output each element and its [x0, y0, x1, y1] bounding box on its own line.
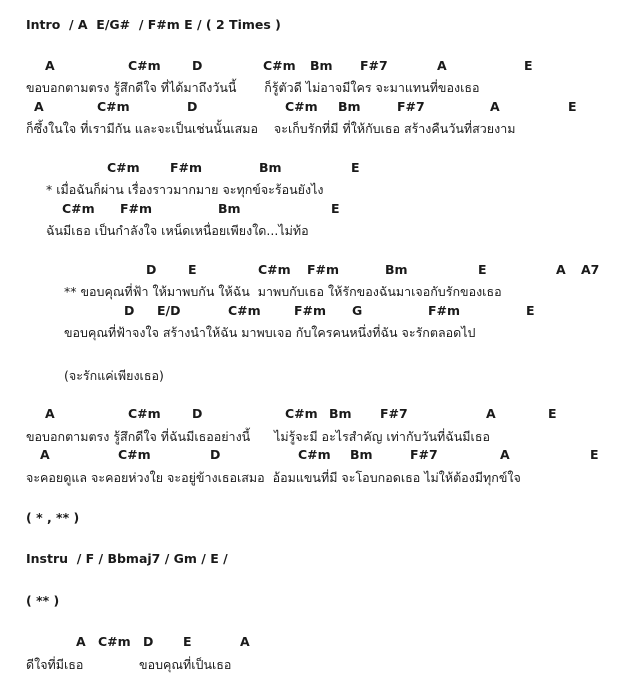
chord-label: A — [240, 634, 250, 649]
chord-label: A — [34, 99, 44, 114]
chord-label: C#m — [97, 99, 130, 114]
outro-chords — [0, 634, 620, 650]
chord-label: A — [486, 406, 496, 421]
chord-label: A7 — [581, 262, 600, 277]
chorus2-chords-2 — [0, 303, 620, 319]
chord-label: D — [143, 634, 154, 649]
verse1-lyric-2: ก็ซึ้งในใจ ที่เรามีกัน และจะเป็นเช่นนั้นเสมอ จะเก็บรักที่มี ที่ให้กับเธอ สร้างคืนวันที่สวยงาม — [26, 121, 516, 136]
chord-label: E — [590, 447, 599, 462]
intro-line: Intro / A E/G# / F#m E / ( 2 Times ) — [26, 17, 281, 32]
chord-label: C#m — [107, 160, 140, 175]
chord-label: Bm — [259, 160, 282, 175]
chord-label: E — [548, 406, 557, 421]
chord-label: A — [45, 406, 55, 421]
chord-label: C#m — [118, 447, 151, 462]
verse2-chords-1 — [0, 406, 620, 422]
chorus2-chords-1 — [0, 262, 620, 278]
repeat-marker-2: ( ** ) — [26, 593, 60, 608]
chord-label: G — [352, 303, 363, 318]
chorus1-lyric-2: ฉันมีเธอ เป็นกำลังใจ เหน็ดเหนื่อยเพียงใด...ไม่ท้อ — [46, 223, 309, 238]
chord-label: E/D — [157, 303, 181, 318]
chord-label: D — [192, 406, 203, 421]
chord-label: C#m — [128, 406, 161, 421]
verse1-chords-2 — [0, 99, 620, 115]
chord-label: E — [524, 58, 533, 73]
chord-label: C#m — [62, 201, 95, 216]
chord-label: Bm — [338, 99, 361, 114]
chord-label: A — [40, 447, 50, 462]
chord-label: A — [556, 262, 566, 277]
chord-label: F#7 — [380, 406, 408, 421]
chord-label: Bm — [310, 58, 333, 73]
chord-label: C#m — [285, 99, 318, 114]
chord-label: E — [331, 201, 340, 216]
chorus1-chords-1 — [0, 160, 620, 176]
chorus2-lyric-1: ** ขอบคุณที่ฟ้า ให้มาพบกัน ให้ฉัน มาพบกับเธอ ให้รักของฉันมาเจอกับรักของเธอ — [64, 284, 502, 299]
chord-label: D — [192, 58, 203, 73]
chorus1-lyric-1: * เมื่อฉันก็ผ่าน เรื่องราวมากมาย จะทุกข์จะร้อนยังไง — [46, 182, 324, 197]
chord-label: D — [210, 447, 221, 462]
chord-label: C#m — [263, 58, 296, 73]
chord-label: A — [76, 634, 86, 649]
instru-line: Instru / F / Bbmaj7 / Gm / E / — [26, 551, 228, 566]
chord-label: C#m — [128, 58, 161, 73]
chord-label: E — [478, 262, 487, 277]
chord-label: E — [568, 99, 577, 114]
chord-label: Bm — [385, 262, 408, 277]
chord-label: A — [490, 99, 500, 114]
verse1-lyric-1: ขอบอกตามตรง รู้สึกดีใจ ที่ได้มาถึงวันนี้ ก็รู้ตัวดี ไม่อาจมีใคร จะมาแทนที่ของเธอ — [26, 80, 480, 95]
chord-label: C#m — [98, 634, 131, 649]
chord-label: F#m — [170, 160, 203, 175]
chord-label: F#m — [307, 262, 340, 277]
chord-label: F#7 — [410, 447, 438, 462]
outro-lyric: ดีใจที่มีเธอ ขอบคุณที่เป็นเธอ — [26, 657, 232, 672]
chord-label: C#m — [285, 406, 318, 421]
chord-label: Bm — [218, 201, 241, 216]
chorus1-chords-2 — [0, 201, 620, 217]
chord-label: F#m — [428, 303, 461, 318]
chorus2-lyric-2: ขอบคุณที่ฟ้าจงใจ สร้างนำให้ฉัน มาพบเจอ กับใครคนหนึ่งที่ฉัน จะรักตลอดไป — [64, 325, 476, 340]
chord-label: D — [146, 262, 157, 277]
verse2-chords-2 — [0, 447, 620, 463]
chord-label: A — [437, 58, 447, 73]
chord-label: E — [526, 303, 535, 318]
chord-label: F#m — [120, 201, 153, 216]
verse2-lyric-1: ขอบอกตามตรง รู้สึกดีใจ ที่ฉันมีเธออย่างนี้ ไม่รู้จะมี อะไรสำคัญ เท่ากับวันที่ฉันมีเธอ — [26, 429, 490, 444]
verse2-lyric-2: จะคอยดูแล จะคอยห่วงใย จะอยู่ข้างเธอเสมอ อ้อมแขนที่มี จะโอบกอดเธอ ไม่ให้ต้องมีทุกข์ใจ — [26, 470, 521, 485]
chord-label: Bm — [329, 406, 352, 421]
repeat-marker-1: ( * , ** ) — [26, 510, 80, 525]
chord-label: F#7 — [397, 99, 425, 114]
chord-label: D — [187, 99, 198, 114]
chord-label: E — [351, 160, 360, 175]
chorus2-note: (จะรักแค่เพียงเธอ) — [64, 368, 164, 383]
chord-label: F#m — [294, 303, 327, 318]
verse1-chords-1 — [0, 58, 620, 74]
chord-label: A — [500, 447, 510, 462]
chord-label: E — [183, 634, 192, 649]
chord-label: C#m — [258, 262, 291, 277]
chord-label: C#m — [228, 303, 261, 318]
chord-label: F#7 — [360, 58, 388, 73]
chord-label: D — [124, 303, 135, 318]
chord-label: Bm — [350, 447, 373, 462]
chord-label: A — [45, 58, 55, 73]
chord-label: E — [188, 262, 197, 277]
chord-label: C#m — [298, 447, 331, 462]
